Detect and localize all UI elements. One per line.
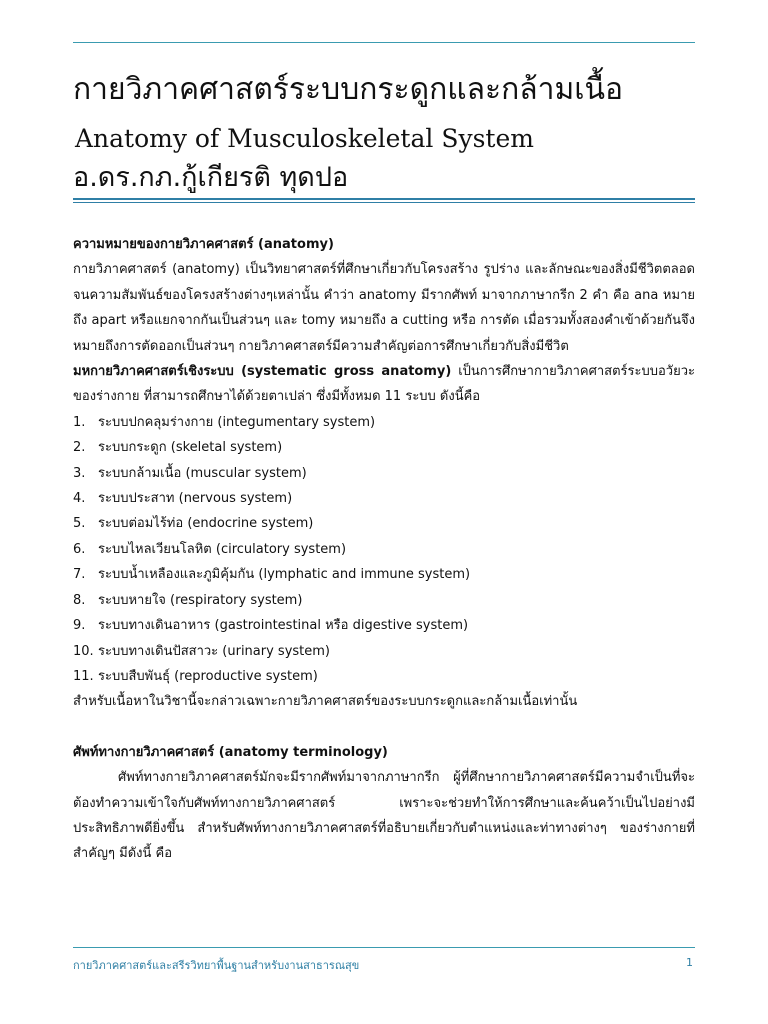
list-item [73, 461, 695, 486]
list-item-number: 8. [73, 592, 86, 608]
list-item-number: 3. [73, 465, 86, 481]
list-item-text: ระบบสืบพันธุ์ (reproductive system) [98, 668, 318, 684]
list-item-text: ระบบทางเดินอาหาร (gastrointestinal หรือ digestive system) [98, 618, 469, 634]
section-heading-definition: ความหมายของกายวิภาคศาสตร์ (anatomy) [73, 237, 334, 252]
list-item-text: ระบบกล้ามเนื้อ (muscular system) [98, 465, 307, 481]
body-systems-list [73, 410, 695, 689]
list-item-text: ระบบหายใจ (respiratory system) [98, 592, 303, 608]
list-item [73, 410, 695, 435]
list-item-number: 11. [73, 668, 94, 684]
list-item-text: ระบบประสาท (nervous system) [98, 491, 293, 507]
list-item-number: 9. [73, 618, 86, 634]
author-name: อ.ดร.กภ.กู้เกียรติ ทุดปอ [73, 162, 349, 193]
list-item-text: ระบบปกคลุมร่างกาย (integumentary system) [98, 414, 376, 430]
list-item-text: ระบบต่อมไร้ท่อ (endocrine system) [98, 516, 314, 532]
page-title-english: Anatomy of Musculoskeletal System [75, 124, 534, 153]
list-item [73, 562, 695, 587]
list-item-number: 4. [73, 491, 86, 507]
list-item-number: 5. [73, 516, 86, 532]
definition-paragraph: กายวิภาคศาสตร์ (anatomy) เป็นวิทยาศาสตร์ที่ศึกษาเกี่ยวกับโครงสร้าง รูปร่าง และลักษณะของสิ่งมีชีวิตตลอดจนความสัมพันธ์ของโครงสร้างต่างๆเหล่านั้น คำว่า anatomy มีรากศัพท์ มาจากภาษากรีก 2 คำ คือ ana หมายถึง apart หรือแยกจากกันเป็นส่วนๆ และ tomy หมายถึง a cutting หรือ การตัด เมื่อรวมทั้งสองคำเข้าด้วยกันจึงหมายถึงการตัดออกเป็นส่วนๆ กายวิภาคศาสตร์มีความสำคัญต่อการศึกษาเกี่ยวกับสิ่งมีชีวิต [73, 262, 695, 354]
list-item-number: 2. [73, 440, 86, 456]
list-item-text: ระบบกระดูก (skeletal system) [98, 440, 283, 456]
footer-course-title: กายวิภาคศาสตร์และสรีรวิทยาพื้นฐานสำหรับงานสาธารณสุข [73, 959, 360, 972]
systematic-anatomy-paragraph [73, 359, 695, 410]
list-item [73, 537, 695, 562]
paragraph-gap [73, 715, 695, 740]
list-item [73, 664, 695, 689]
document-body [73, 232, 695, 867]
list-item-number: 1. [73, 414, 86, 430]
top-rule [73, 42, 695, 43]
list-item-text: ระบบน้ำเหลืองและภูมิคุ้มกัน (lymphatic and immune system) [98, 567, 471, 583]
list-item [73, 613, 695, 638]
footer-rule [73, 947, 695, 948]
scope-sentence: สำหรับเนื้อหาในวิชานี้จะกล่าวเฉพาะกายวิภาคศาสตร์ของระบบกระดูกและกล้ามเนื้อเท่านั้น [73, 694, 578, 710]
list-item [73, 511, 695, 536]
section-heading-terminology: ศัพท์ทางกายวิภาคศาสตร์ (anatomy terminology) [73, 744, 388, 760]
section-heading-systematic: มหกายวิภาคศาสตร์เชิงระบบ (systematic gross anatomy) [73, 364, 452, 380]
page-number: 1 [686, 956, 693, 969]
list-item-text: ระบบทางเดินปัสสาวะ (urinary system) [98, 643, 331, 659]
terminology-paragraph: ศัพท์ทางกายวิภาคศาสตร์มักจะมีรากศัพท์มาจากภาษากรีก ผู้ที่ศึกษากายวิภาคศาสตร์มีความจำเป็นที่จะต้องทำความเข้าใจกับศัพท์ทางกายวิภาคศาสตร์ เพราะจะช่วยทำให้การศึกษาและค้นคว้าเป็นไปอย่างมีประสิทธิภาพดียิ่งขึ้น สำหรับศัพท์ทางกายวิภาคศาสตร์ที่อธิบายเกี่ยวกับตำแหน่งและท่าทางต่างๆ ของร่างกายที่สำคัญๆ มีดังนี้ คือ [73, 770, 695, 862]
title-rule [73, 198, 695, 200]
list-item-number: 10. [73, 643, 94, 659]
list-item-number: 6. [73, 541, 86, 557]
list-item [73, 486, 695, 511]
list-item [73, 588, 695, 613]
list-item [73, 435, 695, 460]
list-item-text: ระบบไหลเวียนโลหิต (circulatory system) [98, 541, 347, 557]
systematic-intro-text: เป็นการศึกษากายวิภาคศาสตร์ระบบอวัยวะของร่างกาย ที่สามารถศึกษาได้ด้วยตาเปล่า ซึ่งมีทั้งหมด 11 ระบบ ดังนี้คือ [73, 364, 695, 405]
page-title-thai: กายวิภาคศาสตร์ระบบกระดูกและกล้ามเนื้อ [73, 72, 624, 107]
title-rule-thin [73, 202, 695, 203]
list-item [73, 639, 695, 664]
list-item-number: 7. [73, 567, 86, 583]
